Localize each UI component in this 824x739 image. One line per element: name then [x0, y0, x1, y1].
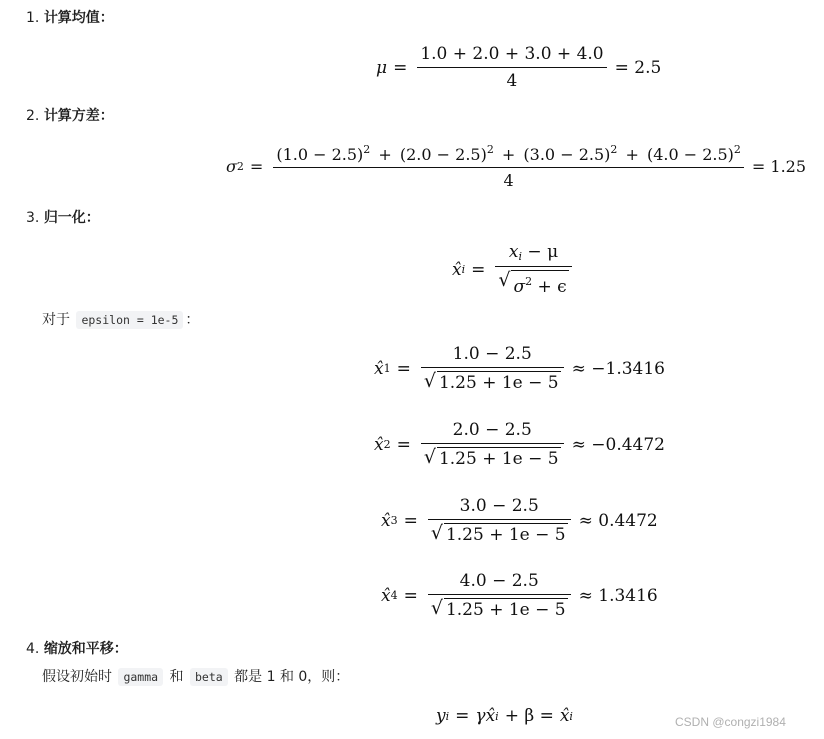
- epsilon-code: epsilon = 1e-5: [76, 311, 183, 329]
- section-number: 2.: [26, 108, 40, 124]
- scale-prefix: 假设初始时: [42, 669, 112, 685]
- radicand: 1.25 + 1e − 5: [445, 600, 566, 620]
- section-title: 缩放和平移：: [43, 641, 128, 657]
- xhat-symbol: x̂: [374, 358, 384, 379]
- eq-sign: =: [403, 585, 418, 606]
- xhat-symbol: x̂: [452, 259, 462, 280]
- xhat-symbol: x̂: [374, 434, 384, 455]
- epsilon-line: [42, 310, 199, 330]
- xhat-denominator: [421, 444, 564, 469]
- xhat-denominator: [428, 520, 571, 545]
- variance-term: (2.0 − 2.5): [399, 145, 487, 164]
- normalize-equation: [452, 242, 576, 297]
- term-exp: 2: [486, 143, 494, 156]
- radicand: 1.25 + 1e − 5: [438, 373, 559, 393]
- plus-sign: +: [625, 145, 639, 164]
- xhat-numerator: 3.0 − 2.5: [459, 496, 539, 516]
- xhat-result: ≈ −0.4472: [571, 434, 665, 455]
- normalize-fraction: [495, 242, 571, 297]
- sigma-symbol: σ: [513, 277, 526, 297]
- y-symbol: y: [436, 706, 446, 726]
- sqrt-symbol: √: [423, 446, 436, 468]
- radicand: 1.25 + 1e − 5: [445, 525, 566, 545]
- xhat-equation-3: [381, 496, 658, 545]
- eq-sign: =: [403, 510, 418, 531]
- xhat-result: ≈ 1.3416: [578, 585, 658, 606]
- xhat-symbol: x̂: [559, 706, 570, 726]
- xhat-symbol: x̂: [381, 510, 391, 531]
- index-sub: i: [461, 263, 466, 276]
- scale-suffix: 都是 1 和 0，则：: [234, 669, 350, 685]
- xhat-numerator: 4.0 − 2.5: [459, 571, 539, 591]
- plus-beta: + β =: [504, 706, 554, 726]
- mean-numerator: 1.0 + 2.0 + 3.0 + 4.0: [420, 44, 604, 64]
- variance-term: (1.0 − 2.5): [276, 145, 364, 164]
- mean-result: = 2.5: [614, 57, 662, 78]
- mean-lhs: μ: [376, 57, 388, 78]
- variance-term: (3.0 − 2.5): [523, 145, 611, 164]
- xhat-denominator: [428, 595, 571, 620]
- index-sub: 2: [383, 438, 391, 451]
- sqrt: [424, 371, 561, 393]
- section-3-heading: [26, 209, 100, 227]
- normalize-numerator: [506, 242, 561, 266]
- term-exp: 2: [733, 143, 741, 156]
- variance-equation: [226, 143, 806, 190]
- index-sub: 4: [390, 589, 398, 602]
- xhat-symbol: x̂: [485, 706, 496, 726]
- variance-lhs: σ: [226, 157, 237, 176]
- minus-mu: − μ: [522, 242, 559, 262]
- xhat-equation-2: [374, 420, 665, 469]
- index-sub: i: [495, 709, 499, 723]
- variance-result: = 1.25: [751, 157, 807, 176]
- final-equation: [436, 706, 573, 726]
- scale-line: [42, 667, 349, 687]
- section-title: 计算均值：: [43, 10, 114, 26]
- term-exp: 2: [363, 143, 371, 156]
- section-number: 4.: [26, 641, 40, 657]
- variance-denominator: 4: [503, 171, 514, 190]
- section-number: 1.: [26, 10, 40, 26]
- mean-fraction: [417, 44, 606, 91]
- plus-sign: +: [378, 145, 392, 164]
- scale-mid: 和: [169, 669, 184, 685]
- sqrt: [431, 523, 568, 545]
- sqrt-symbol: √: [498, 269, 511, 291]
- eq-sign: =: [471, 259, 486, 280]
- xhat-denominator: [421, 368, 564, 393]
- mean-equation: [376, 44, 661, 91]
- index-sub: i: [569, 709, 573, 723]
- gamma-symbol: γ: [475, 706, 486, 726]
- xhat-equation-1: [374, 344, 665, 393]
- normalize-denominator: [495, 267, 571, 297]
- sqrt-symbol: √: [423, 370, 436, 392]
- variance-term: (4.0 − 2.5): [646, 145, 734, 164]
- variance-fraction: [273, 143, 744, 190]
- eq-sign: =: [455, 706, 470, 726]
- x-symbol: x: [508, 242, 519, 262]
- section-title: 计算方差：: [43, 108, 114, 124]
- section-title: 归一化：: [43, 210, 100, 226]
- radicand: [511, 270, 568, 297]
- sqrt: [424, 447, 561, 469]
- variance-numerator: [273, 143, 744, 167]
- index-sub: 1: [383, 362, 391, 375]
- watermark: CSDN @congzi1984: [675, 715, 786, 729]
- xhat-result: ≈ 0.4472: [578, 510, 658, 531]
- section-2-heading: [26, 107, 114, 125]
- sqrt: [431, 598, 568, 620]
- xhat-numerator: 2.0 − 2.5: [452, 420, 532, 440]
- xhat-fraction: [421, 420, 564, 469]
- radicand: 1.25 + 1e − 5: [438, 449, 559, 469]
- plus-epsilon: + ϵ: [532, 277, 567, 297]
- xhat-result: ≈ −1.3416: [571, 358, 665, 379]
- sqrt-symbol: √: [430, 522, 443, 544]
- variance-lhs-exp: 2: [236, 160, 244, 173]
- section-number: 3.: [26, 210, 40, 226]
- xhat-numerator: 1.0 − 2.5: [452, 344, 532, 364]
- term-exp: 2: [610, 143, 618, 156]
- sqrt-symbol: √: [430, 597, 443, 619]
- section-4-heading: [26, 640, 128, 658]
- epsilon-prefix: 对于: [42, 312, 70, 328]
- eq-sign: =: [396, 358, 411, 379]
- xhat-symbol: x̂: [381, 585, 391, 606]
- eq-sign: =: [396, 434, 411, 455]
- xhat-fraction: [421, 344, 564, 393]
- beta-code: beta: [190, 668, 228, 686]
- gamma-code: gamma: [118, 668, 163, 686]
- mean-denominator: 4: [506, 71, 518, 91]
- eq-sign: =: [249, 157, 264, 176]
- section-1-heading: [26, 9, 114, 27]
- xhat-fraction: [428, 571, 571, 620]
- epsilon-suffix: ：: [185, 312, 200, 328]
- plus-sign: +: [501, 145, 516, 164]
- xhat-equation-4: [381, 571, 658, 620]
- sigma-exp: 2: [525, 275, 533, 288]
- eq-sign: =: [393, 57, 408, 78]
- sqrt: [498, 270, 568, 297]
- index-sub: 3: [390, 514, 398, 527]
- xhat-fraction: [428, 496, 571, 545]
- index-sub: i: [445, 709, 450, 723]
- index-sub: i: [518, 250, 523, 263]
